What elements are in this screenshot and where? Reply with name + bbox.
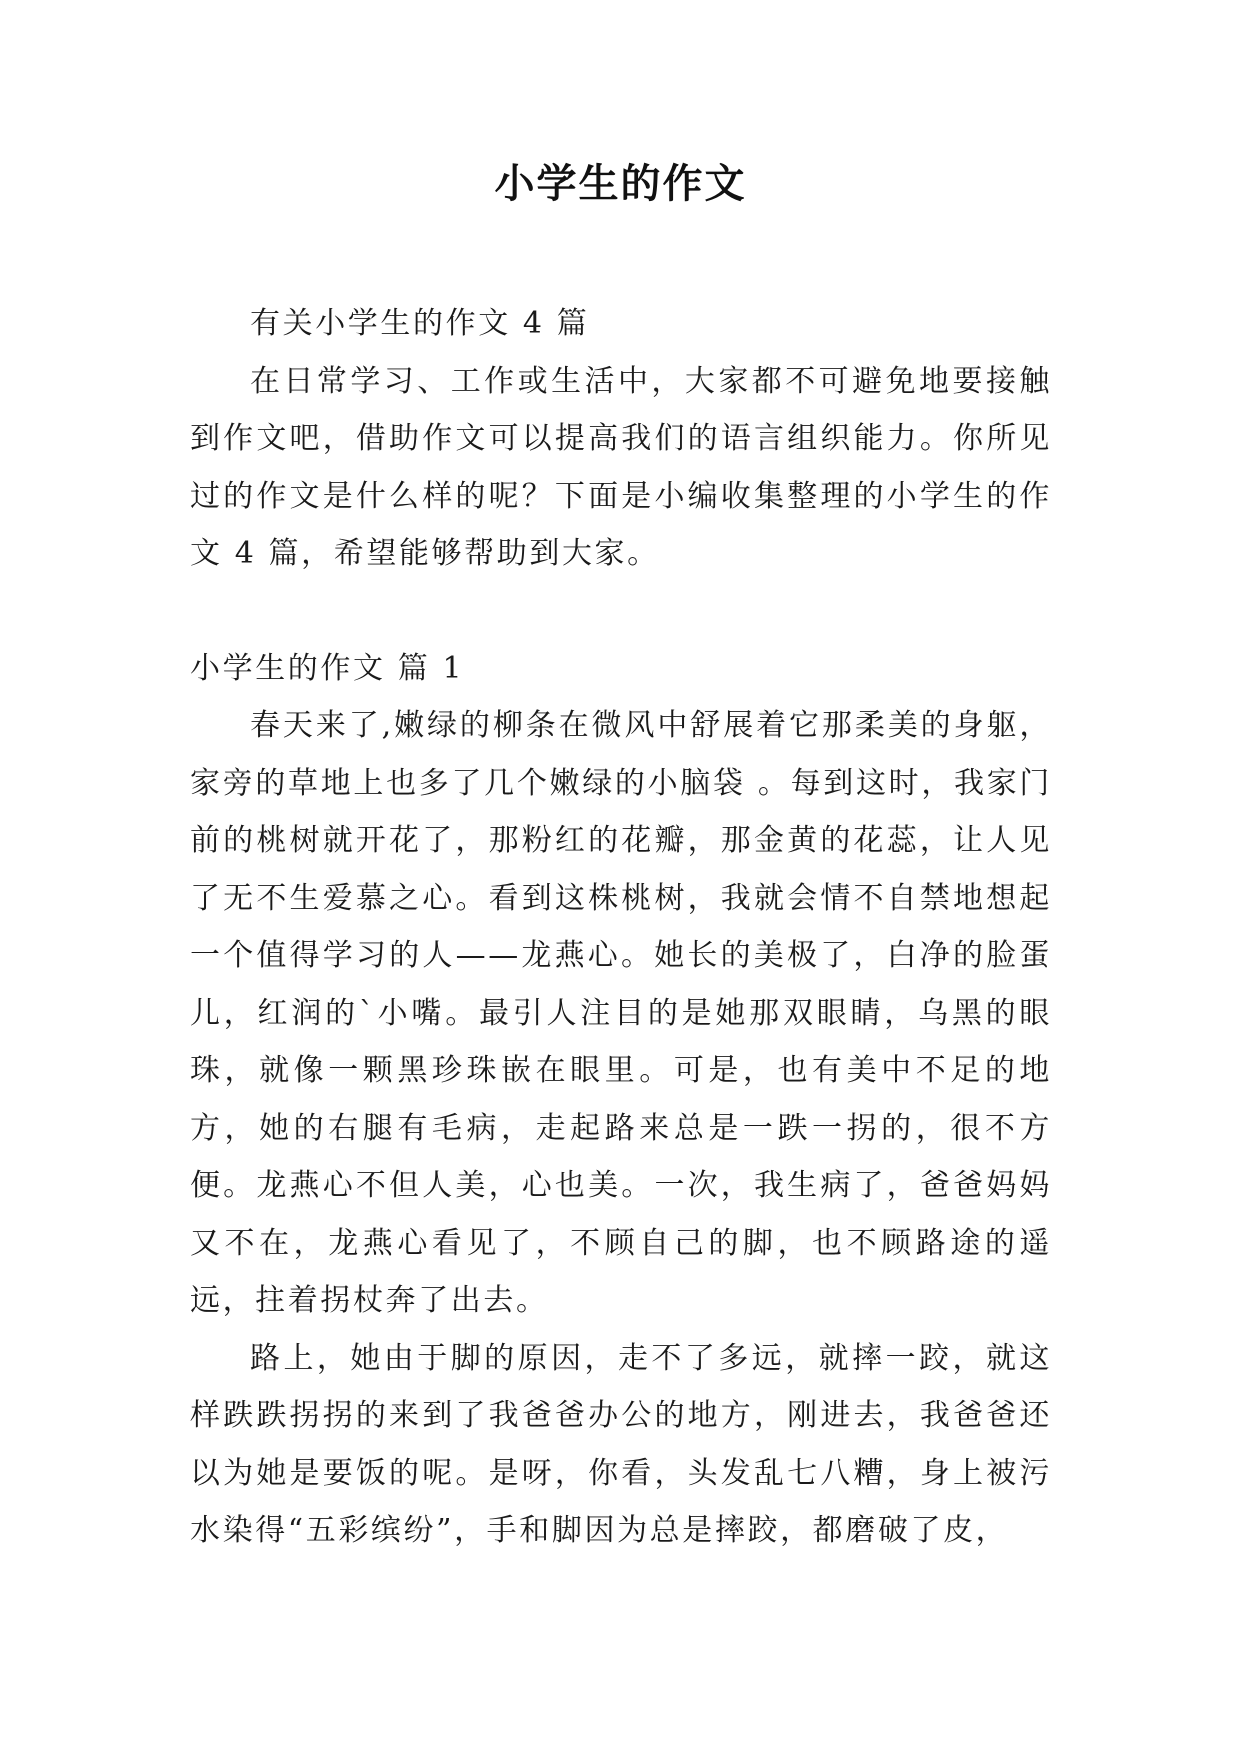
document-body — [190, 295, 1052, 1560]
intro-paragraph: 在日常学习、工作或生活中，大家都不可避免地要接触到作文吧，借助作文可以提高我们的语言组织能力。你所见过的作文是什么样的呢？下面是小编收集整理的小学生的作文 4 篇，希望能够帮助到大家。 — [190, 363, 1052, 571]
section-heading: 小学生的作文 篇 1 — [190, 650, 465, 686]
body-paragraph: 路上，她由于脚的原因，走不了多远，就摔一跤，就这样跌跌拐拐的来到了我爸爸办公的地方，刚进去，我爸爸还以为她是要饭的呢。是呀，你看，头发乱七八糟，身上被污水染得“五彩缤纷”，手和脚因为总是摔跤，都磨破了皮， — [190, 1340, 1052, 1548]
document-subtitle: 有关小学生的作文 4 篇 — [250, 306, 590, 341]
page-title: 小学生的作文 — [494, 160, 747, 207]
body-paragraph: 春天来了,嫩绿的柳条在微风中舒展着它那柔美的身躯，家旁的草地上也多了几个嫩绿的小脑袋 。每到这时，我家门前的桃树就开花了，那粉红的花瓣，那金黄的花蕊，让人见了无不生爱慕之心。看到这株桃树，我就会情不自禁地想起一个值得学习的人——龙燕心。她长的美极了，白净的脸蛋儿，红润的`小嘴。最引人注目的是她那双眼睛，乌黑的眼珠，就像一颗黑珍珠嵌在眼里。可是，也有美中不足的地方，她的右腿有毛病，走起路来总是一跌一拐的，很不方便。龙燕心不但人美，心也美。一次，我生病了，爸爸妈妈又不在，龙燕心看见了，不顾自己的脚，也不顾路途的遥远，拄着拐杖奔了出去。 — [190, 708, 1052, 1318]
